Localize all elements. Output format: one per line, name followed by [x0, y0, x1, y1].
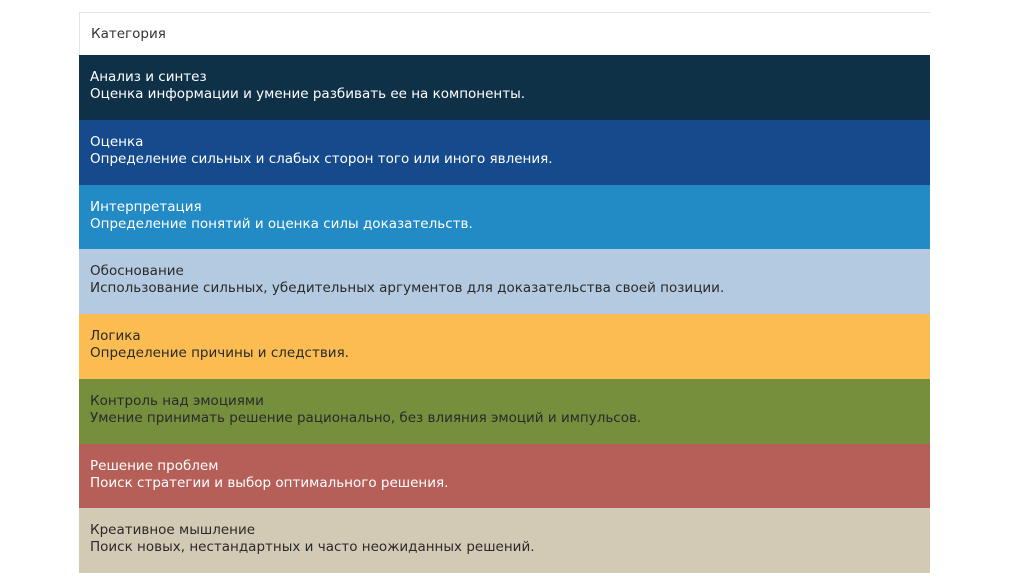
table-row: [79, 379, 930, 444]
category-table: [79, 12, 930, 573]
table-header: [79, 12, 930, 55]
table-row: [79, 55, 930, 120]
row-description: Поиск новых, нестандартных и часто неожиданных решений.: [90, 539, 535, 556]
table-row: [79, 120, 930, 185]
table-row: [79, 185, 930, 250]
table-row: [79, 314, 930, 379]
row-title: Оценка: [90, 133, 144, 150]
row-title: Анализ и синтез: [90, 69, 207, 85]
row-title: Интерпретация: [90, 198, 202, 215]
row-description: Умение принимать решение рационально, без влияния эмоций и импульсов.: [90, 409, 642, 426]
row-description: Использование сильных, убедительных аргументов для доказательства своей позиции.: [90, 280, 725, 297]
row-title: Креативное мышление: [90, 522, 256, 539]
row-description: Определение причины и следствия.: [90, 345, 349, 361]
column-header-category: Категория: [91, 26, 166, 42]
row-description: Поиск стратегии и выбор оптимального решения.: [90, 474, 449, 491]
row-title: Решение проблем: [90, 457, 219, 474]
row-title: Контроль над эмоциями: [90, 392, 264, 409]
row-description: Определение сильных и слабых сторон того или иного явления.: [90, 150, 553, 167]
table-row: [79, 508, 930, 573]
table-row: [79, 249, 930, 314]
table-row: [79, 444, 930, 509]
row-title: Обоснование: [90, 263, 184, 280]
row-description: Оценка информации и умение разбивать ее на компоненты.: [90, 86, 526, 102]
row-title: Логика: [90, 328, 141, 344]
row-description: Определение понятий и оценка силы доказательств.: [90, 215, 473, 232]
